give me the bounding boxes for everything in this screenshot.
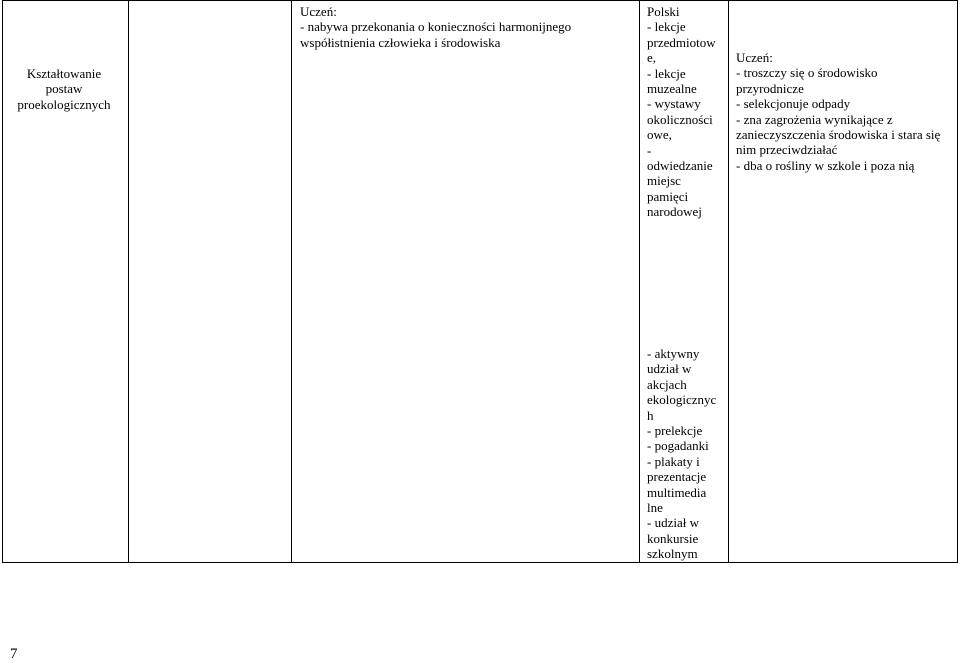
column-divider-3 xyxy=(639,0,640,563)
outcomes-cell: Uczeń: - troszczy się o środowisko przyrodnicze - selekcjonuje odpady - zna zagrożenia wynikające z zanieczyszczenia środowiska i stara się nim przeciwdziałać - dba o rośliny w szkole i poza nią xyxy=(736,50,941,173)
column-divider-1 xyxy=(128,0,129,563)
goals-cell: Uczeń: - nabywa przekonania o konieczności harmonijnego współistnienia człowieka i środowiska xyxy=(300,4,572,50)
column-divider-2 xyxy=(291,0,292,563)
page-number: 7 xyxy=(10,646,18,662)
category-cell: Kształtowanie postaw proekologicznych xyxy=(17,66,111,112)
methods-cell-bottom: - aktywny udział w akcjach ekologicznyc h - prelekcje - pogadanki - plakaty i prezentacje multimedia lne - udział w konkursie szkolnym xyxy=(647,346,717,562)
methods-cell-top: Polski - lekcje przedmiotow e, - lekcje muzealne - wystawy okoliczności owe, - odwiedzanie miejsc pamięci narodowej xyxy=(647,4,716,220)
